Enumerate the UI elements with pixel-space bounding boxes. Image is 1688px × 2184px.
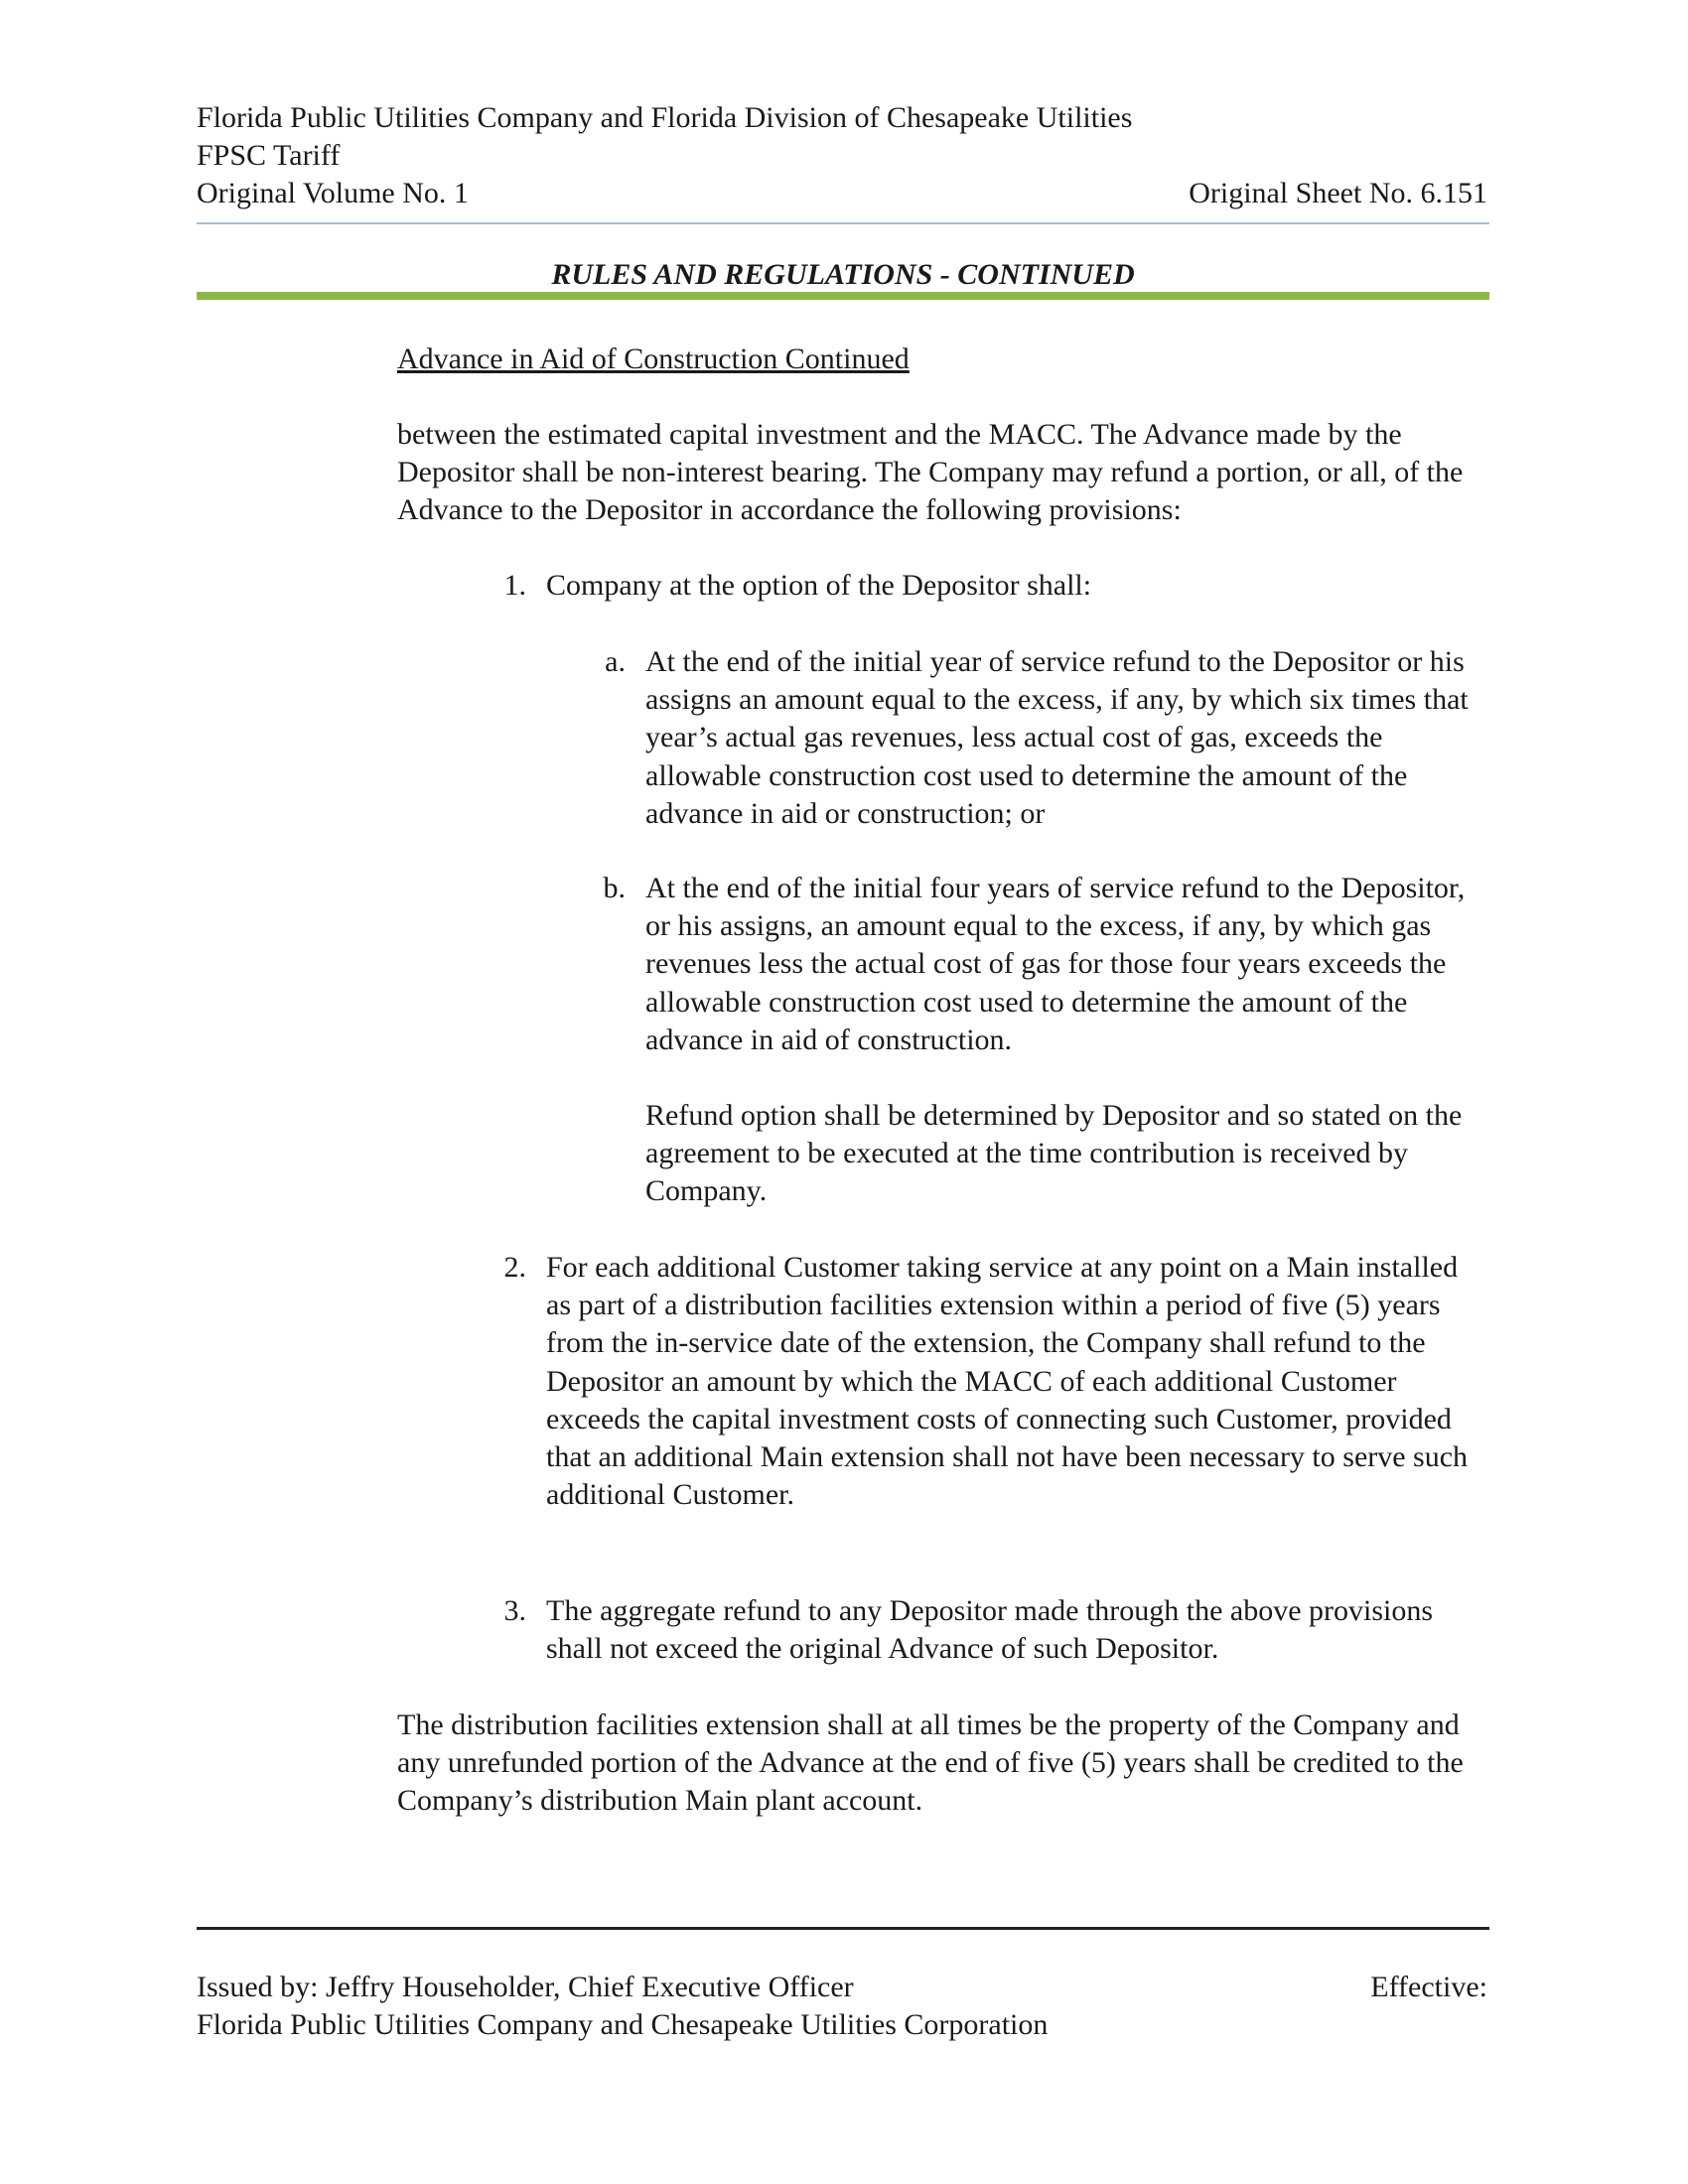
list-marker: 2. <box>503 1251 526 1284</box>
header-sheet-number: Original Sheet No. 6.151 <box>1189 177 1487 209</box>
subheading: Advance in Aid of Construction Continued <box>397 342 910 375</box>
sub-list-item-text: At the end of the initial year of service refund to the Depositor or his assigns an amount equal to the excess, if any, by which six times that year’s actual gas revenues, less actual cost of gas, exceeds the allowable construction cost used to determine the amount of the advance in aid or construction; or <box>645 645 1469 830</box>
section-title: RULES AND REGULATIONS - CONTINUED <box>551 258 1135 291</box>
sub-list-marker: a. <box>605 645 626 678</box>
refund-option-note: Refund option shall be determined by Depositor and so stated on the agreement to be executed at the time contribution is received by Company. <box>645 1099 1463 1208</box>
header-divider-thin <box>197 222 1489 224</box>
sub-list-marker: b. <box>603 872 626 904</box>
header-divider-thick <box>197 292 1489 300</box>
footer-effective: Effective: <box>1370 1971 1487 2003</box>
intro-paragraph: between the estimated capital investment and the MACC. The Advance made by the Depositor shall be non-interest bearing. The Company may refund a portion, or all, of the Advance to the Depositor in accordance the following provisions: <box>397 418 1464 527</box>
closing-paragraph: The distribution facilities extension shall at all times be the property of the Company and any unrefunded portion of the Advance at the end of five (5) years shall be credited to the Company’s distribution Main plant account. <box>397 1708 1464 1818</box>
header-tariff-line: FPSC Tariff <box>197 139 341 172</box>
header-company-line: Florida Public Utilities Company and Florida Division of Chesapeake Utilities <box>197 101 1133 134</box>
list-item-text: For each additional Customer taking service at any point on a Main installed as part of a distribution facilities extension within a period of five (5) years from the in-service date of the extension, the Company shall refund to the Depositor an amount by which the MACC of each additional Customer exceeds the capital investment costs of connecting such Customer, provided that an additional Main extension shall not have been necessary to serve such additional Customer. <box>546 1251 1469 1512</box>
sub-list-item-text: At the end of the initial four years of service refund to the Depositor, or his assigns, an amount equal to the excess, if any, by which gas revenues less the actual cost of gas for those four years exceeds the allowable construction cost used to determine the amount of the advance in aid of construction. <box>645 872 1466 1056</box>
list-item-text: Company at the option of the Depositor shall: <box>546 569 1092 602</box>
footer-divider <box>197 1927 1489 1930</box>
list-marker: 3. <box>503 1594 526 1627</box>
header-volume: Original Volume No. 1 <box>197 177 469 209</box>
footer-issued-by: Issued by: Jeffry Householder, Chief Executive Officer <box>197 1971 854 2003</box>
list-item-text: The aggregate refund to any Depositor made through the above provisions shall not exceed the original Advance of such Depositor. <box>546 1594 1434 1666</box>
list-marker: 1. <box>503 569 526 602</box>
footer-companies: Florida Public Utilities Company and Chesapeake Utilities Corporation <box>197 2008 1049 2041</box>
